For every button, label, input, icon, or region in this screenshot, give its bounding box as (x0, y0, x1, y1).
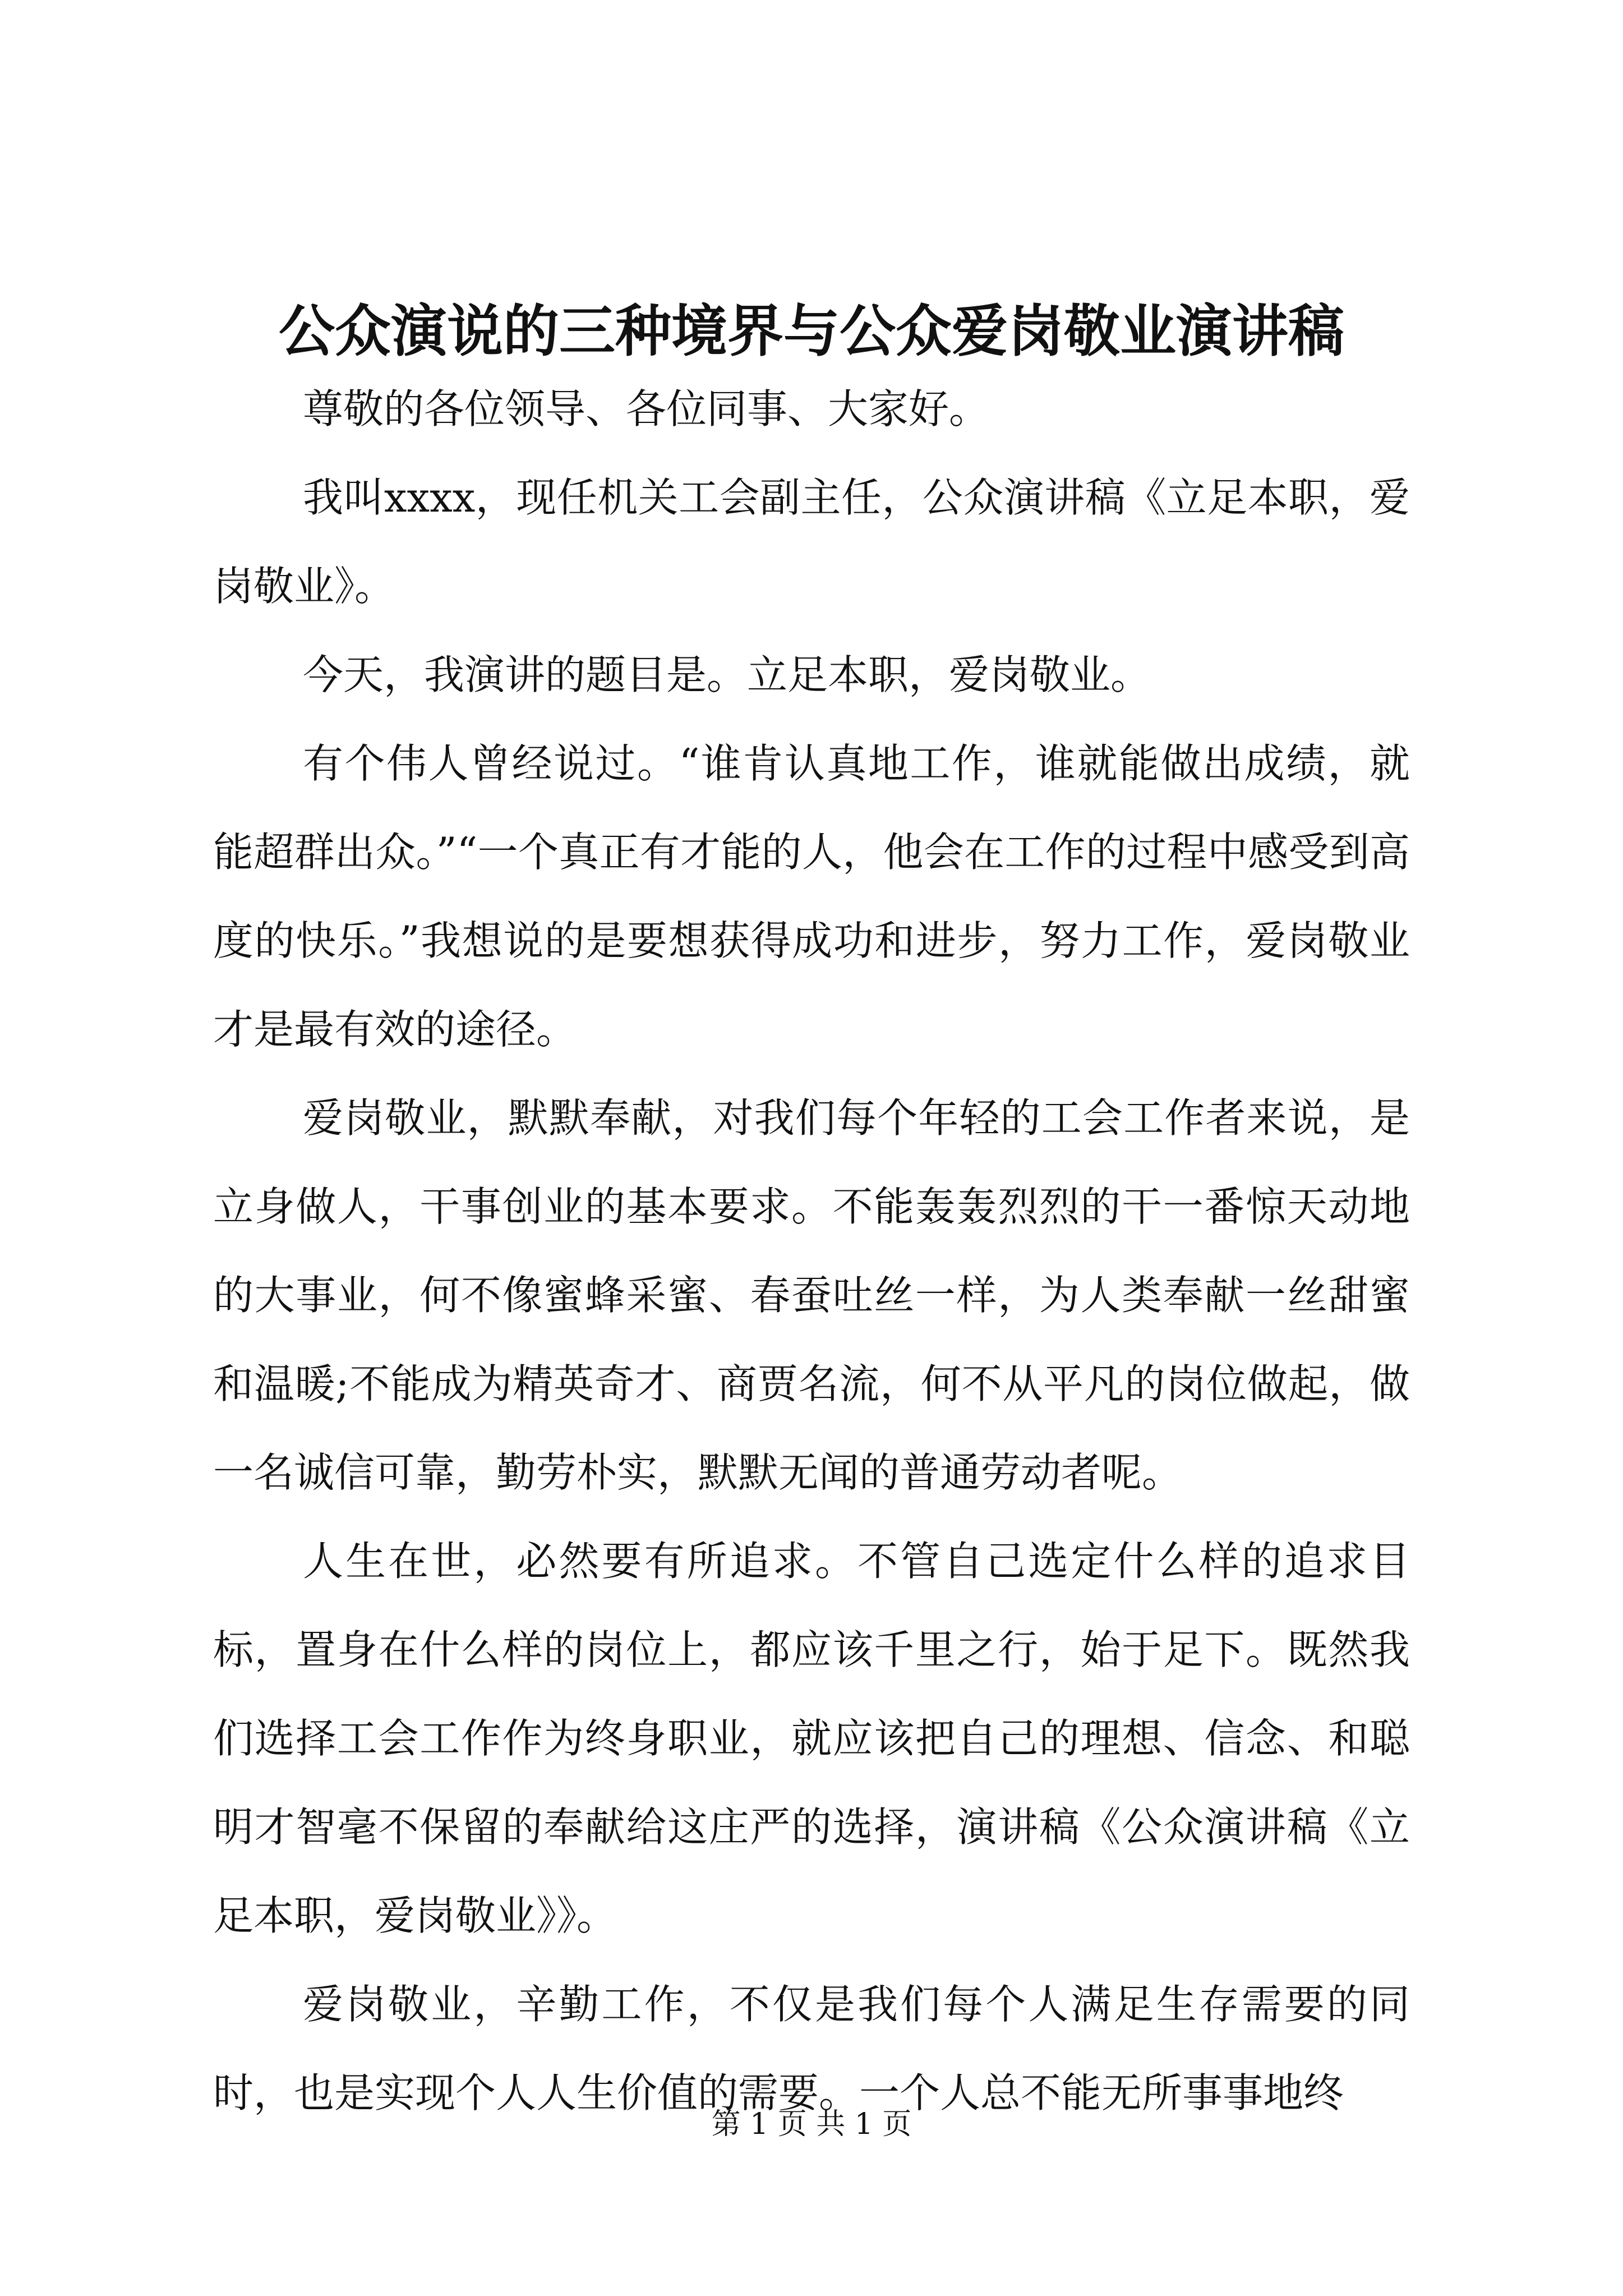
paragraph-dedication: 爱岗敬业，默默奉献，对我们每个年轻的工会工作者来说，是立身做人，干事创业的基本要求。不能轰轰烈烈的干一番惊天动地的大事业，何不像蜜蜂采蜜、春蚕吐丝一样，为人类奉献一丝甜蜜和温暖;不能成为精英奇才、商贾名流，何不从平凡的岗位做起，做一名诚信可靠，勤劳朴实，默默无闻的普通劳动者呢。 (213, 1094, 1410, 1496)
document-title: 公众演说的三种境界与公众爱岗敬业演讲稿 (279, 298, 1344, 364)
page-footer: 第 1 页 共 1 页 (711, 2108, 912, 2141)
document-body (213, 365, 1410, 2137)
paragraph-pursuit: 人生在世，必然要有所追求。不管自己选定什么样的追求目标，置身在什么样的岗位上，都应该千里之行，始于足下。既然我们选择工会工作作为终身职业，就应该把自己的理想、信念、和聪明才智毫不保留的奉献给这庄严的选择，演讲稿《公众演讲稿《立足本职，爱岗敬业》》。 (213, 1538, 1410, 1939)
paragraph-hard-work: 爱岗敬业，辛勤工作，不仅是我们每个人满足生存需要的同时，也是实现个人人生价值的需要。一个人总不能无所事事地终 (213, 1981, 1410, 2116)
paragraph-quote: 有个伟人曾经说过。“谁肯认真地工作，谁就能做出成绩，就能超群出众。”“一个真正有才能的人，他会在工作的过程中感受到高度的快乐。”我想说的是要想获得成功和进步，努力工作，爱岗敬业才是最有效的途径。 (213, 740, 1410, 1053)
paragraph-introduction: 我叫xxxx，现任机关工会副主任，公众演讲稿《立足本职，爱岗敬业》。 (213, 474, 1410, 610)
paragraph-greeting: 尊敬的各位领导、各位同事、大家好。 (303, 385, 990, 432)
paragraph-topic: 今天，我演讲的题目是。立足本职，爱岗敬业。 (303, 651, 1151, 698)
